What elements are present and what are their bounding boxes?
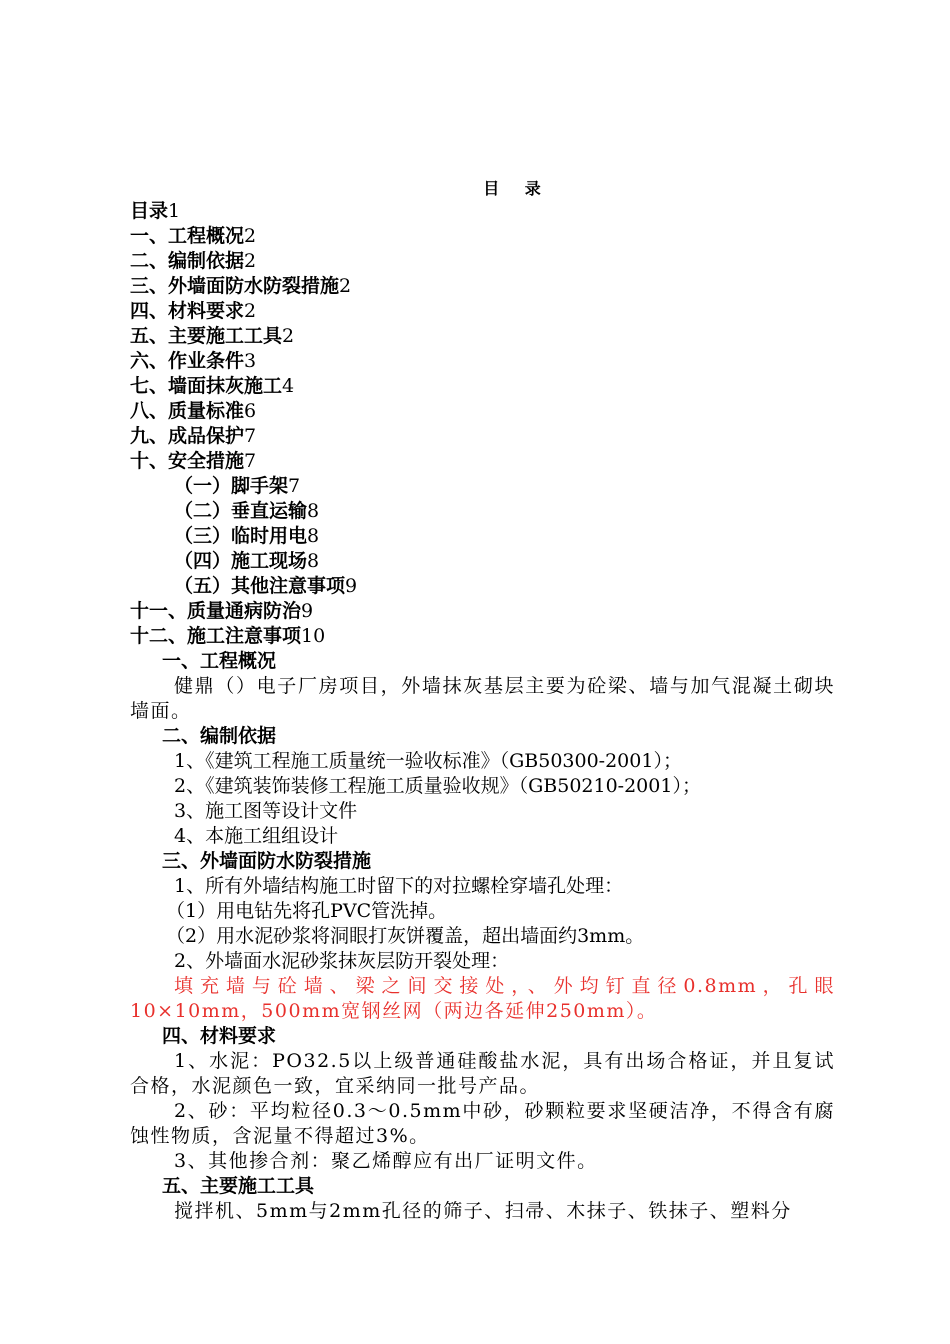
list-item: 2、《建筑装饰装修工程施工质量验收规》（GB50210-2001）； bbox=[174, 775, 701, 797]
toc-entry-page: 2 bbox=[282, 325, 295, 347]
table-of-contents bbox=[130, 199, 835, 649]
toc-entry-label: （二）垂直运输 bbox=[174, 500, 308, 522]
list-item: 2、外墙面水泥砂浆抹灰层防开裂处理： bbox=[174, 950, 510, 972]
list-item: 1、《建筑工程施工质量统一验收标准》（GB50300-2001）； bbox=[174, 750, 682, 772]
toc-entry-page: 2 bbox=[244, 300, 257, 322]
toc-entry[interactable] bbox=[130, 349, 835, 374]
section-heading-materials: 四、材料要求 bbox=[162, 1025, 277, 1047]
toc-entry[interactable] bbox=[130, 399, 835, 424]
toc-entry-label: 八、质量标准 bbox=[130, 400, 245, 422]
toc-entry-page: 2 bbox=[244, 225, 257, 247]
toc-entry[interactable] bbox=[130, 449, 835, 474]
toc-entry-label: 十二、施工注意事项 bbox=[130, 625, 302, 647]
toc-entry-label: 二、编制依据 bbox=[130, 250, 245, 272]
toc-entry[interactable] bbox=[130, 424, 835, 449]
toc-entry-label: 一、工程概况 bbox=[130, 225, 245, 247]
document-body bbox=[130, 199, 835, 1224]
toc-entry-page: 8 bbox=[307, 550, 320, 572]
section-heading-overview: 一、工程概况 bbox=[162, 650, 277, 672]
section-heading-waterproofing: 三、外墙面防水防裂措施 bbox=[162, 850, 372, 872]
toc-entry-page: 1 bbox=[168, 200, 181, 222]
toc-entry-label: （四）施工现场 bbox=[174, 550, 308, 572]
toc-entry-page: 8 bbox=[307, 500, 320, 522]
toc-entry-label: 四、材料要求 bbox=[130, 300, 245, 322]
toc-entry-page: 9 bbox=[345, 575, 358, 597]
toc-entry-page: 2 bbox=[244, 250, 257, 272]
toc-entry-page: 9 bbox=[301, 600, 314, 622]
paragraph-cement: 1、水泥：PO32.5以上级普通硅酸盐水泥，具有出场合格证，并且复试合格，水泥颜色一致，宜采纳同一批号产品。 bbox=[130, 1050, 835, 1097]
toc-entry[interactable] bbox=[130, 374, 835, 399]
toc-entry[interactable] bbox=[130, 499, 835, 524]
list-item: 4、本施工组组设计 bbox=[174, 825, 339, 847]
toc-entry-label: （五）其他注意事项 bbox=[174, 575, 346, 597]
list-subitem: （2）用水泥砂浆将洞眼打灰饼覆盖，超出墙面约3mm。 bbox=[166, 925, 645, 947]
toc-entry[interactable] bbox=[130, 474, 835, 499]
list-item: 3、施工图等设计文件 bbox=[174, 800, 358, 822]
section-heading-tools: 五、主要施工工具 bbox=[162, 1175, 315, 1197]
toc-entry[interactable] bbox=[130, 574, 835, 599]
toc-entry-label: 七、墙面抹灰施工 bbox=[130, 375, 283, 397]
list-item: 1、所有外墙结构施工时留下的对拉螺栓穿墙孔处理： bbox=[174, 875, 624, 897]
toc-entry-label: 五、主要施工工具 bbox=[130, 325, 283, 347]
toc-entry-page: 7 bbox=[244, 450, 257, 472]
toc-entry[interactable] bbox=[130, 549, 835, 574]
toc-entry[interactable] bbox=[130, 624, 835, 649]
section-heading-basis: 二、编制依据 bbox=[162, 725, 277, 747]
paragraph-sand: 2、砂：平均粒径0.3～0.5mm中砂，砂颗粒要求坚硬洁净，不得含有腐蚀性物质，含泥量不得超过3%。 bbox=[130, 1100, 835, 1147]
toc-entry[interactable] bbox=[130, 224, 835, 249]
toc-entry[interactable] bbox=[130, 199, 835, 224]
toc-entry-page: 4 bbox=[282, 375, 295, 397]
toc-entry[interactable] bbox=[130, 274, 835, 299]
paragraph-overview: 健鼎（）电子厂房项目，外墙抹灰基层主要为砼梁、墙与加气混凝土砌块墙面。 bbox=[130, 675, 835, 722]
toc-entry-label: （三）临时用电 bbox=[174, 525, 308, 547]
paragraph-tools: 搅拌机、5mm与2mm孔径的筛子、扫帚、木抹子、铁抹子、塑料分 bbox=[174, 1200, 792, 1222]
toc-entry-label: 六、作业条件 bbox=[130, 350, 245, 372]
toc-title: 目 录 bbox=[483, 179, 551, 198]
toc-entry-label: 十一、质量通病防治 bbox=[130, 600, 302, 622]
toc-entry-page: 8 bbox=[307, 525, 320, 547]
toc-entry-label: 十、安全措施 bbox=[130, 450, 245, 472]
toc-entry-page: 2 bbox=[339, 275, 352, 297]
toc-entry[interactable] bbox=[130, 249, 835, 274]
toc-entry-page: 7 bbox=[288, 475, 301, 497]
toc-entry-label: （一）脚手架 bbox=[174, 475, 289, 497]
toc-entry[interactable] bbox=[130, 599, 835, 624]
highlighted-paragraph: 填充墙与砼墙、梁之间交接处，、外均钉直径0.8mm，孔眼10×10mm，500mm宽钢丝网（两边各延伸250mm）。 bbox=[130, 975, 835, 1022]
toc-entry[interactable] bbox=[130, 524, 835, 549]
toc-entry-page: 10 bbox=[301, 625, 326, 647]
toc-entry-label: 九、成品保护 bbox=[130, 425, 245, 447]
toc-entry-label: 三、外墙面防水防裂措施 bbox=[130, 275, 340, 297]
toc-entry-page: 3 bbox=[244, 350, 257, 372]
list-subitem: （1）用电钻先将孔PVC管洗掉。 bbox=[166, 900, 448, 922]
toc-entry[interactable] bbox=[130, 299, 835, 324]
paragraph-admixture: 3、其他掺合剂：聚乙烯醇应有出厂证明文件。 bbox=[174, 1150, 598, 1172]
toc-entry-page: 7 bbox=[244, 425, 257, 447]
toc-entry[interactable] bbox=[130, 324, 835, 349]
toc-entry-page: 6 bbox=[244, 400, 257, 422]
toc-entry-label: 目录 bbox=[130, 200, 169, 222]
